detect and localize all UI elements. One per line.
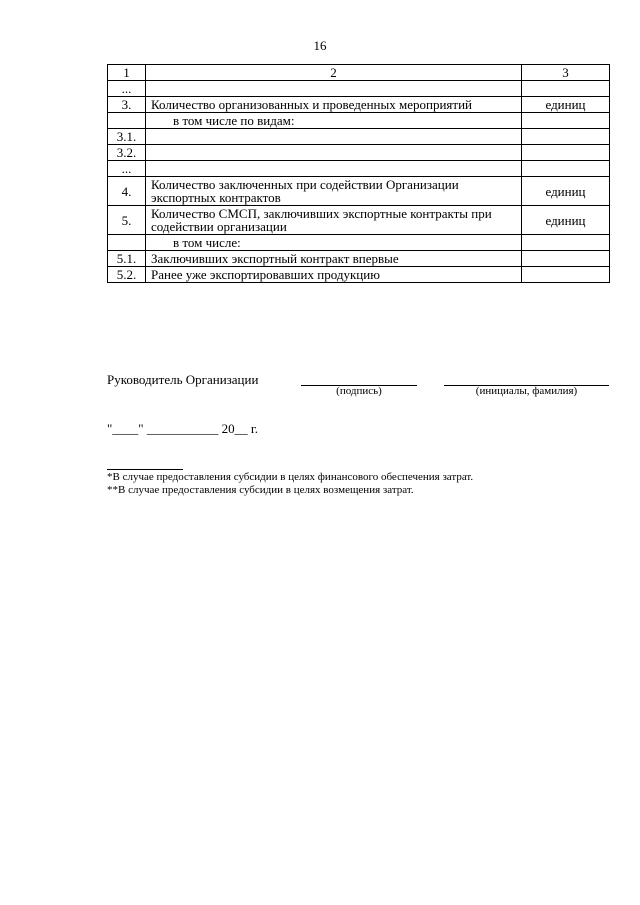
page-number: 16 xyxy=(313,38,327,53)
row-unit: единиц xyxy=(522,97,610,113)
row-number: ... xyxy=(108,161,146,177)
row-indicator xyxy=(146,81,522,97)
row-indicator: в том числе по видам: xyxy=(146,113,522,129)
row-unit: единиц xyxy=(522,206,610,235)
table-row xyxy=(108,97,610,113)
column-header-2: 2 xyxy=(146,65,522,81)
row-number: 5.2. xyxy=(108,267,146,283)
column-header-3: 3 xyxy=(522,65,610,81)
signature-caption: (подпись) xyxy=(336,385,382,397)
table-row xyxy=(108,177,610,206)
row-unit xyxy=(522,145,610,161)
row-unit xyxy=(522,161,610,177)
name-caption: (инициалы, фамилия) xyxy=(475,385,578,397)
footnote-2: **В случае предоставления субсидии в целях возмещения затрат. xyxy=(107,484,414,496)
table-row xyxy=(108,161,610,177)
row-indicator: Заключивших экспортный контракт впервые xyxy=(146,251,522,267)
row-indicator: Количество заключенных при содействии Организации экспортных контрактов xyxy=(146,177,522,206)
signature-label: Руководитель Организации xyxy=(107,372,259,387)
table-row xyxy=(108,235,610,251)
row-indicator: Количество СМСП, заключивших экспортные контракты при содействии организации xyxy=(146,206,522,235)
table-row xyxy=(108,129,610,145)
row-indicator: в том числе: xyxy=(146,235,522,251)
column-header-1: 1 xyxy=(108,65,146,81)
row-number xyxy=(108,235,146,251)
row-number: 5. xyxy=(108,206,146,235)
table-row xyxy=(108,145,610,161)
table-row xyxy=(108,267,610,283)
row-number: 3.2. xyxy=(108,145,146,161)
row-indicator: Количество организованных и проведенных мероприятий xyxy=(146,97,522,113)
date-line: "____" ___________ 20__ г. xyxy=(107,421,258,436)
row-number: 3. xyxy=(108,97,146,113)
table-row xyxy=(108,251,610,267)
row-number: 4. xyxy=(108,177,146,206)
report-table xyxy=(107,64,610,283)
footnote-separator xyxy=(107,469,183,470)
row-number: 5.1. xyxy=(108,251,146,267)
table-header-row xyxy=(108,65,610,81)
row-unit xyxy=(522,81,610,97)
table-body xyxy=(108,65,610,283)
row-indicator xyxy=(146,161,522,177)
row-number xyxy=(108,113,146,129)
footnotes xyxy=(107,471,473,497)
table-row xyxy=(108,206,610,235)
row-number: 3.1. xyxy=(108,129,146,145)
row-indicator xyxy=(146,129,522,145)
footnote-1: *В случае предоставления субсидии в целях финансового обеспечения затрат. xyxy=(107,471,474,483)
table-row xyxy=(108,113,610,129)
row-unit xyxy=(522,251,610,267)
row-indicator: Ранее уже экспортировавших продукцию xyxy=(146,267,522,283)
table-row xyxy=(108,81,610,97)
row-unit xyxy=(522,129,610,145)
row-unit xyxy=(522,267,610,283)
row-number: ... xyxy=(108,81,146,97)
row-unit xyxy=(522,113,610,129)
row-indicator xyxy=(146,145,522,161)
row-unit xyxy=(522,235,610,251)
signature-block xyxy=(107,370,609,410)
row-unit: единиц xyxy=(522,177,610,206)
